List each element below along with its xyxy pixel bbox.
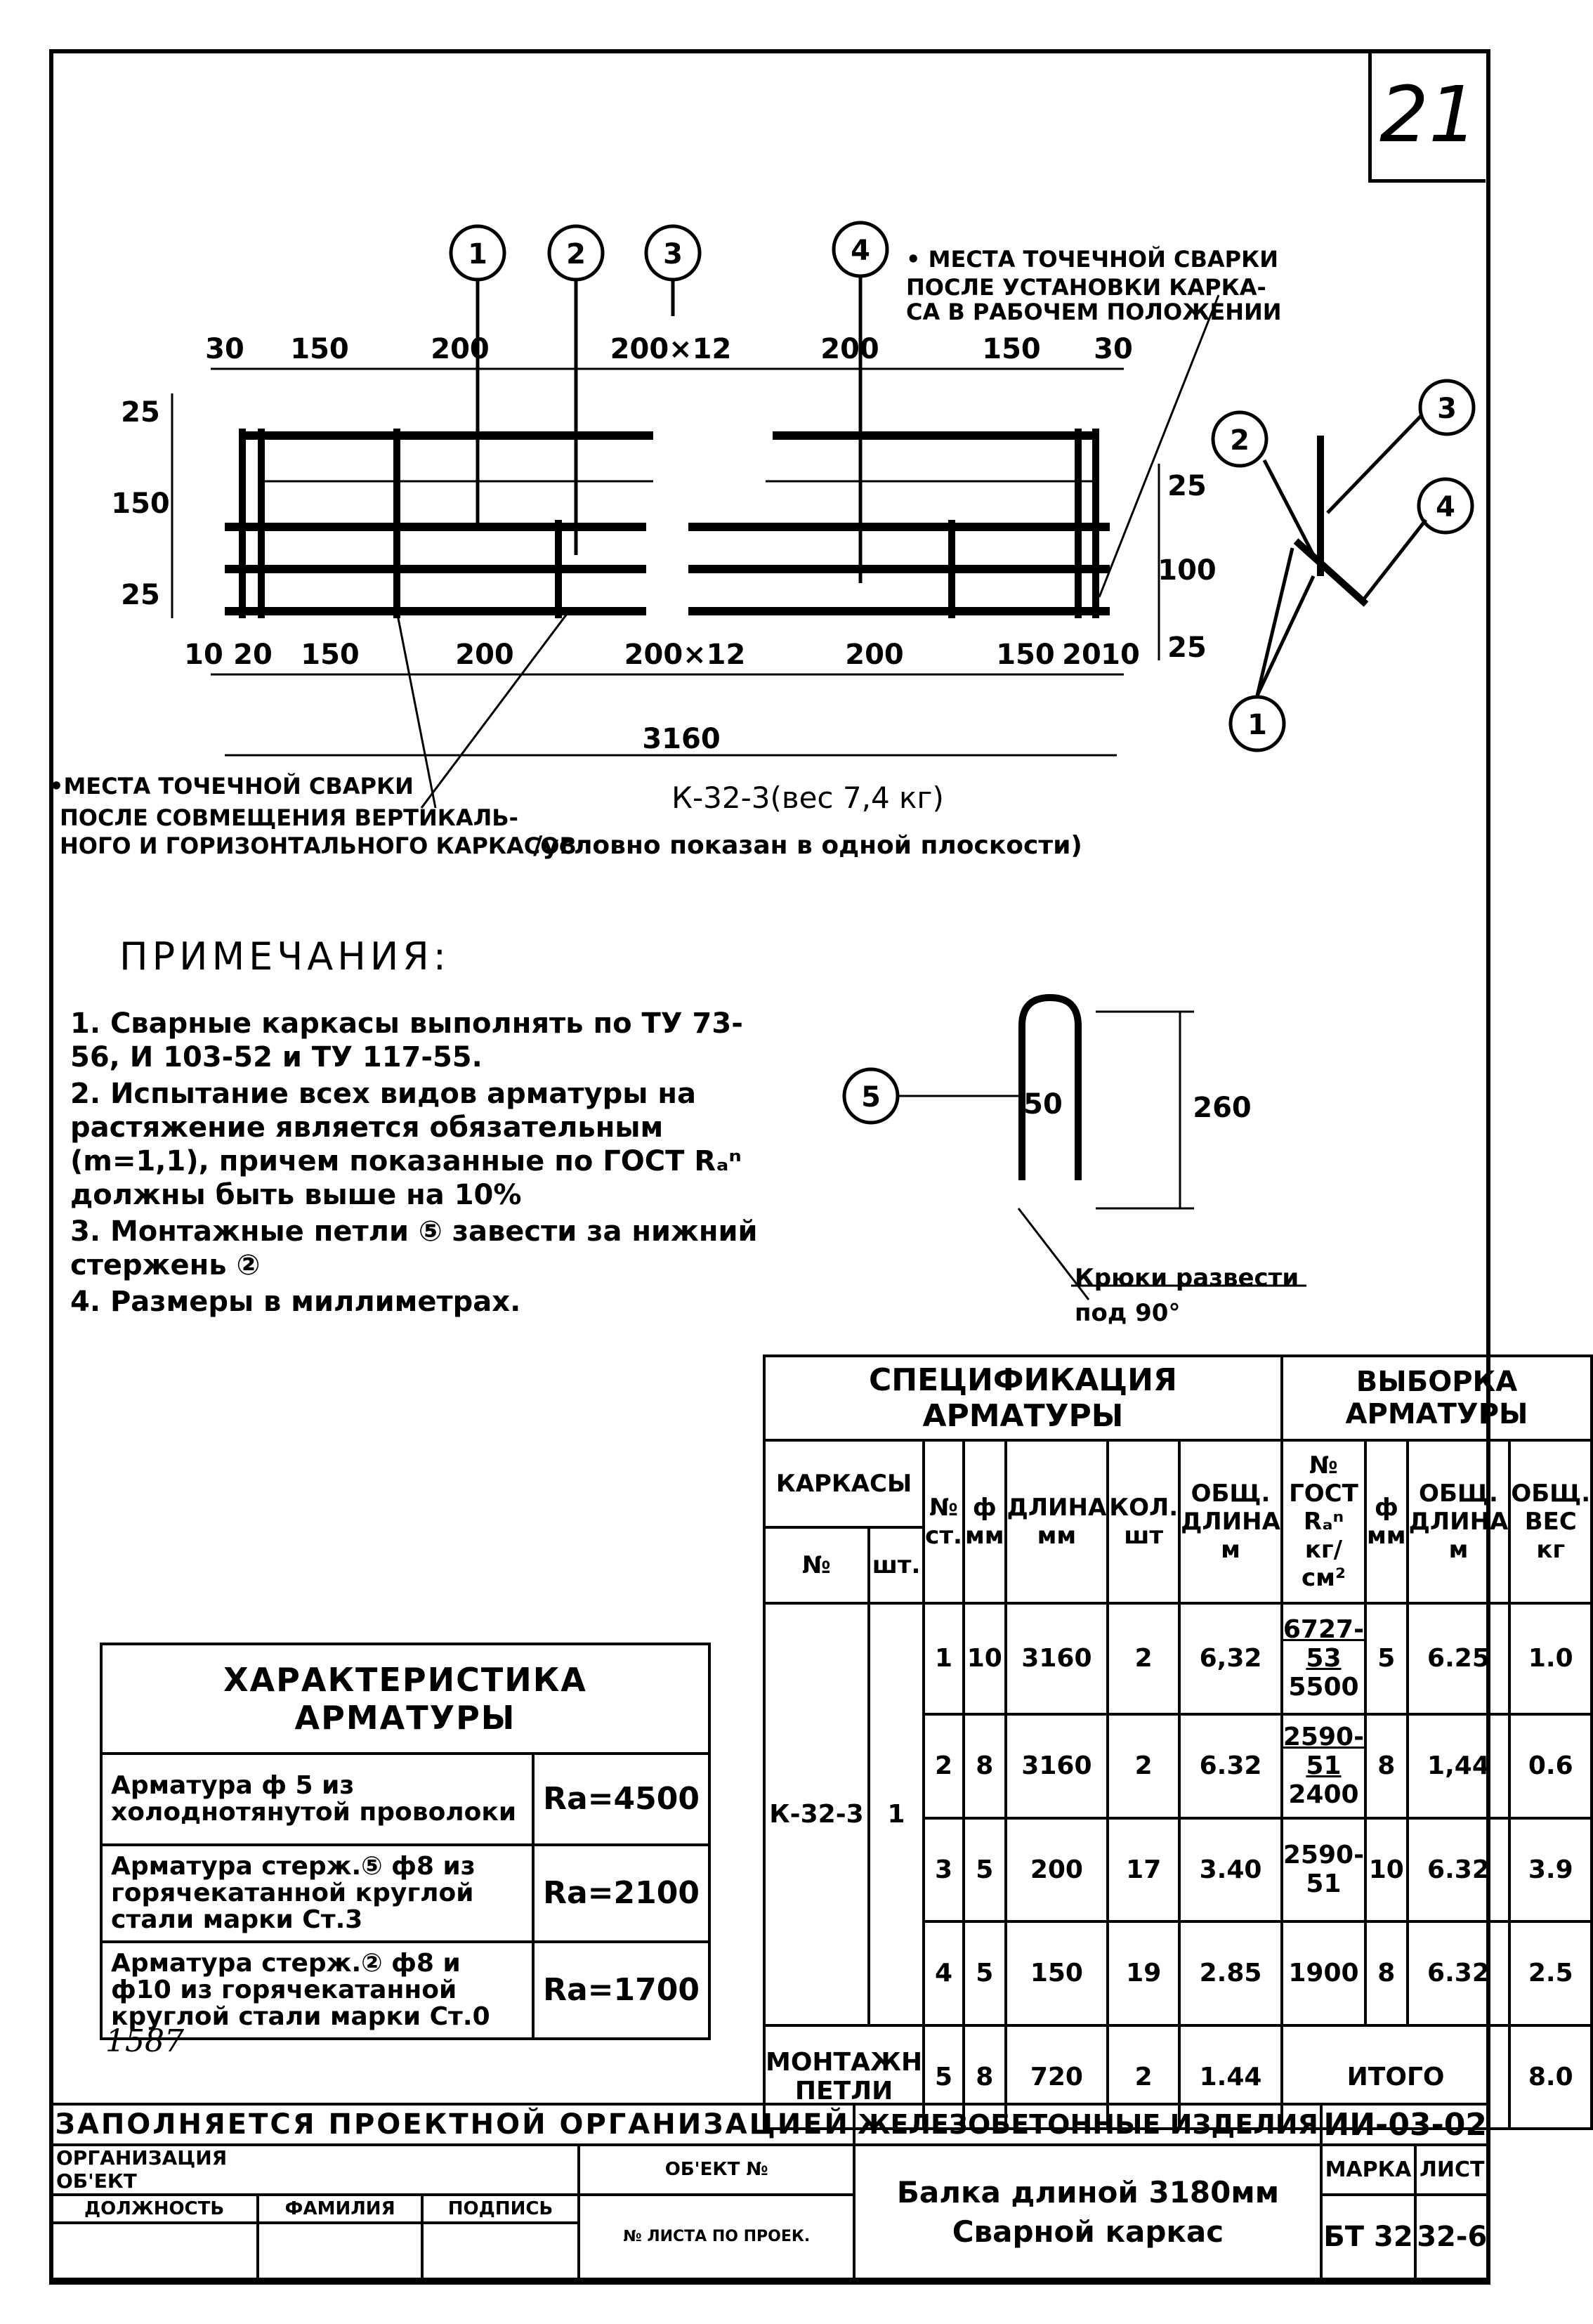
table-row: 2 <box>924 1714 964 1817</box>
col-name: ФАМИЛИЯ <box>258 2195 422 2223</box>
cell-qty: 2 <box>1108 2025 1179 2129</box>
hdr-qty: КОЛ. шт <box>1108 1440 1179 1602</box>
total-value: 8.0 <box>1509 2025 1592 2129</box>
cell-gost: 1900 <box>1282 1921 1365 2025</box>
table-row: 1 <box>924 1603 964 1715</box>
frame-qty: 1 <box>869 1603 924 2025</box>
cell-d: 5 <box>964 1921 1006 2025</box>
col-sign: ПОДПИСЬ <box>422 2195 579 2223</box>
title-block <box>49 2103 1490 2280</box>
hooks-note-2: под 90° <box>1075 1299 1181 1327</box>
note-4: 4. Размеры в миллиметрах. <box>70 1286 521 1318</box>
dim-right-2: 25 <box>1167 632 1207 664</box>
cell-tot: 6.32 <box>1179 1714 1282 1817</box>
table-row: 3 <box>924 1818 964 1921</box>
callout-1-label: 1 <box>468 238 487 270</box>
cell-w: 3.9 <box>1509 1818 1592 1921</box>
callout-5-label: 5 <box>861 1081 881 1114</box>
total-label: ИТОГО <box>1282 2025 1509 2129</box>
char-table <box>100 1643 711 2040</box>
cell-gost <box>1282 1714 1365 1817</box>
hdr-weight: ОБЩ. ВЕС кг <box>1509 1440 1592 1602</box>
cell-tot: 1.44 <box>1179 2025 1282 2129</box>
part-name <box>854 2145 1321 2279</box>
gost-num: 2590-51 <box>1283 1723 1365 1781</box>
total-length: 3160 <box>642 723 721 755</box>
section-callout-2: 2 <box>1230 424 1250 457</box>
mount-label: МОНТАЖН ПЕТЛИ <box>764 2025 924 2129</box>
cell-tot: 2.85 <box>1179 1921 1282 2025</box>
org-label: ОРГАНИЗАЦИЯ <box>56 2146 228 2170</box>
table-row: 4 <box>924 1921 964 2025</box>
dim-bottom-7: 20 <box>1062 639 1101 671</box>
sig-cell <box>422 2223 579 2279</box>
cell-d2: 8 <box>1365 1921 1408 2025</box>
drawing-caption: К-32-3(вес 7,4 кг) <box>671 781 944 815</box>
cell-d2: 8 <box>1365 1714 1408 1817</box>
note-1: 1. Сварные каркасы выполнять по ТУ 73-56, И 103-52 и ТУ 117-55. <box>70 1007 743 1073</box>
filled-by: ЗАПОЛНЯЕТСЯ ПРОЕКТНОЙ ОРГАНИЗАЦИЕЙ <box>51 2104 854 2145</box>
dim-bottom-4: 200×12 <box>624 639 746 671</box>
cell-len: 150 <box>1006 1921 1108 2025</box>
gost-num: 6727-53 <box>1283 1615 1365 1673</box>
cell-d: 8 <box>964 1714 1006 1817</box>
org-obj <box>51 2145 579 2194</box>
cell-qty: 17 <box>1108 1818 1179 1921</box>
list: 32-6 <box>1415 2195 1490 2280</box>
hdr-len2: ОБЩ. ДЛИНА м <box>1408 1440 1510 1602</box>
cell-qty: 2 <box>1108 1603 1179 1715</box>
cell-w: 2.5 <box>1509 1921 1592 2025</box>
cell-w: 0.6 <box>1509 1714 1592 1817</box>
spec-table <box>763 1354 1593 2130</box>
weld-note-top-3: СА В РАБОЧЕМ ПОЛОЖЕНИИ <box>906 299 1282 325</box>
cell-tot: 6,32 <box>1179 1603 1282 1715</box>
cell-qty: 19 <box>1108 1921 1179 2025</box>
notes-section <box>70 934 773 1321</box>
cell-len2: 6.32 <box>1408 1818 1510 1921</box>
loop-dim-width: 50 <box>1023 1088 1063 1121</box>
mark-label: МАРКА <box>1321 2145 1415 2194</box>
weld-note-bottom-3: НОГО И ГОРИЗОНТАЛЬНОГО КАРКАСОВ <box>60 833 577 859</box>
cell-len2: 6.25 <box>1408 1603 1510 1715</box>
callout-2-label: 2 <box>566 238 586 270</box>
selection-title: ВЫБОРКА АРМАТУРЫ <box>1282 1356 1592 1440</box>
hdr-gost: № ГОСТ Rₐⁿ кг/см² <box>1282 1440 1365 1602</box>
char-r: Rа=1700 <box>533 1942 709 2039</box>
dim-left-0: 25 <box>121 396 160 429</box>
dim-left-2: 25 <box>121 579 160 611</box>
weld-note-bottom-1: •МЕСТА ТОЧЕЧНОЙ СВАРКИ <box>49 773 414 799</box>
weld-note-top-2: ПОСЛЕ УСТАНОВКИ КАРКА- <box>906 274 1266 301</box>
name-2: Сварной каркас <box>952 2214 1224 2249</box>
dim-top-1: 150 <box>290 333 349 365</box>
dim-left-1: 150 <box>111 488 170 520</box>
obj-label: ОБ'ЕКТ <box>56 2169 137 2193</box>
hdr-st: № ст. <box>924 1440 964 1602</box>
cell-len2: 6.32 <box>1408 1921 1510 2025</box>
char-desc: Арматура стерж.⑤ ф8 из горячекатанной круглой стали марки Ст.3 <box>101 1845 533 1942</box>
dim-right-1: 100 <box>1158 554 1217 587</box>
char-title: ХАРАКТЕРИСТИКА АРМАТУРЫ <box>101 1644 709 1754</box>
spec-title: СПЕЦИФИКАЦИЯ АРМАТУРЫ <box>764 1356 1282 1440</box>
dim-bottom-3: 200 <box>455 639 514 671</box>
hdr-total: ОБЩ. ДЛИНА м <box>1179 1440 1282 1602</box>
cell-d: 8 <box>964 2025 1006 2129</box>
hdr-len: ДЛИНА мм <box>1006 1440 1108 1602</box>
hooks-note-1: Крюки развести <box>1075 1264 1299 1292</box>
cell-tot: 3.40 <box>1179 1818 1282 1921</box>
cell-len: 3160 <box>1006 1714 1108 1817</box>
dim-bottom-8: 10 <box>1101 639 1140 671</box>
mark: БТ 32 <box>1321 2195 1415 2280</box>
note-3: 3. Монтажные петли ⑤ завести за нижний стержень ② <box>70 1215 758 1281</box>
cell-d: 10 <box>964 1603 1006 1715</box>
code: ИИ-03-02 <box>1321 2104 1489 2145</box>
section-callout-3: 3 <box>1437 393 1457 425</box>
dim-bottom-0: 10 <box>184 639 223 671</box>
list-label: ЛИСТ <box>1415 2145 1490 2194</box>
weld-note-top-1: • МЕСТА ТОЧЕЧНОЙ СВАРКИ <box>906 246 1279 273</box>
section-callout-1: 1 <box>1247 709 1267 741</box>
sig-cell <box>51 2223 258 2279</box>
cell-qty: 2 <box>1108 1714 1179 1817</box>
dim-bottom-2: 150 <box>301 639 360 671</box>
name-1: Балка длиной 3180мм <box>896 2174 1280 2209</box>
cell-len: 3160 <box>1006 1603 1108 1715</box>
sheet-proj: № ЛИСТА ПО ПРОЕК. <box>579 2195 854 2280</box>
cell-gost: 2590-51 <box>1282 1818 1365 1921</box>
cell-len2: 1,44 <box>1408 1714 1510 1817</box>
sig-cell <box>258 2223 422 2279</box>
note-2: 2. Испытание всех видов арматуры на растяжение является обязательным (m=1,1), причем показанные по ГОСТ Rₐⁿ должны быть выше на 10% <box>70 1078 742 1211</box>
hdr-d: ф мм <box>964 1440 1006 1602</box>
drawing-caption-sub: /условно показан в одной плоскости) <box>533 831 1082 860</box>
sheet-number: 21 <box>1368 49 1486 183</box>
dim-bottom-6: 150 <box>996 639 1055 671</box>
loop-dim-height: 260 <box>1193 1092 1252 1124</box>
hdr-frame-qty: шт. <box>869 1527 924 1603</box>
table-row: 5 <box>924 2025 964 2129</box>
char-desc: Арматура ф 5 из холоднотянутой проволоки <box>101 1754 533 1845</box>
dim-right-0: 25 <box>1167 470 1207 502</box>
cell-d: 5 <box>964 1818 1006 1921</box>
dim-top-2: 200 <box>431 333 490 365</box>
hand-note: 1587 <box>105 2023 184 2059</box>
dim-bottom-1: 20 <box>233 639 273 671</box>
gost-r: 5500 <box>1288 1673 1359 1702</box>
section-callout-4: 4 <box>1436 491 1455 523</box>
hdr-d2: ф мм <box>1365 1440 1408 1602</box>
dim-top-5: 150 <box>982 333 1041 365</box>
cell-gost <box>1282 1603 1365 1715</box>
weld-note-bottom-2: ПОСЛЕ СОВМЕЩЕНИЯ ВЕРТИКАЛЬ- <box>60 804 518 831</box>
cell-len: 720 <box>1006 2025 1108 2129</box>
char-desc: Арматура стерж.② ф8 и ф10 из горячекатанной круглой стали марки Ст.0 <box>101 1942 533 2039</box>
col-position: ДОЛЖНОСТЬ <box>51 2195 258 2223</box>
cell-d2: 5 <box>1365 1603 1408 1715</box>
char-r: Rа=4500 <box>533 1754 709 1845</box>
notes-title: ПРИМЕЧАНИЯ: <box>119 934 450 979</box>
hdr-frames: КАРКАСЫ <box>764 1440 924 1527</box>
char-r: Rа=2100 <box>533 1845 709 1942</box>
dim-top-3: 200×12 <box>610 333 732 365</box>
series: ЖЕЛЕЗОБЕТОННЫЕ ИЗДЕЛИЯ <box>854 2104 1321 2145</box>
dim-top-4: 200 <box>820 333 879 365</box>
frame-no: К-32-3 <box>764 1603 869 2025</box>
callout-3-label: 3 <box>663 238 683 270</box>
dim-top-6: 30 <box>1094 333 1133 365</box>
obj-no: ОБ'ЕКТ № <box>579 2145 854 2194</box>
cell-w: 1.0 <box>1509 1603 1592 1715</box>
callout-4-label: 4 <box>851 235 870 267</box>
cell-len: 200 <box>1006 1818 1108 1921</box>
dim-top-0: 30 <box>205 333 244 365</box>
dim-bottom-5: 200 <box>845 639 904 671</box>
hdr-frame-no: № <box>764 1527 869 1603</box>
cell-d2: 10 <box>1365 1818 1408 1921</box>
gost-r: 2400 <box>1288 1780 1359 1810</box>
